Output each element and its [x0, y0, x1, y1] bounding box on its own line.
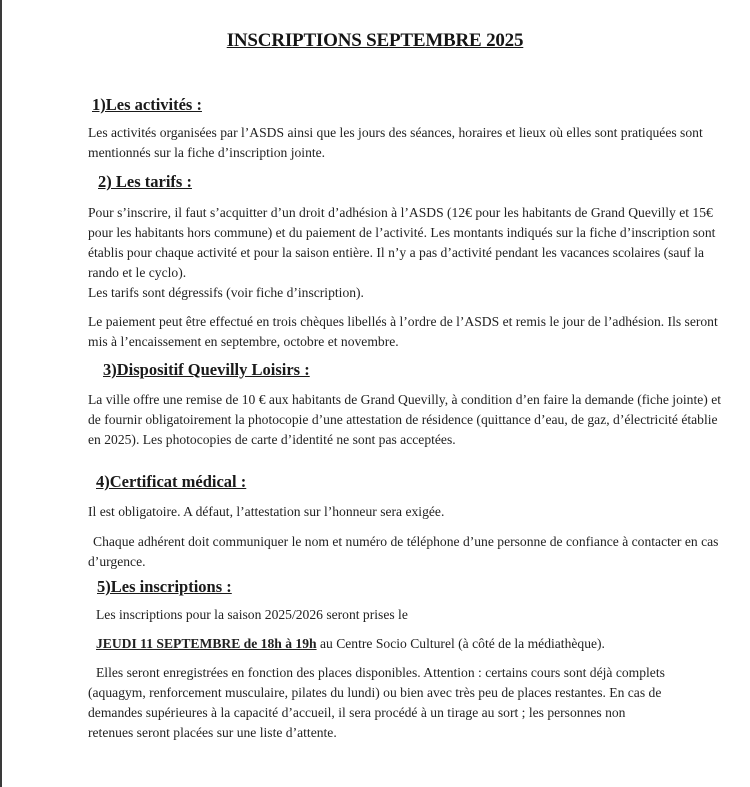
section-heading-quevilly-loisirs: 3)Dispositif Quevilly Loisirs :: [103, 360, 310, 379]
paragraph: Chaque adhérent doit communiquer le nom et numéro de téléphone d’une personne de confiance à contacter en cas d’urgence.: [88, 534, 719, 569]
paragraph: Pour s’inscrire, il faut s’acquitter d’un droit d’adhésion à l’ASDS (12€ pour les habitants de Grand Quevilly et 15€ pour les habitants hors commune) et du paiement de l’activité. Les montants indiqués sur la fiche d’inscription sont établis pour chaque activité et pour la saison entière. Il n’y a pas d’activité pendant les vacances scolaires (sauf la rando et le cyclo).: [88, 205, 716, 280]
paragraph: Il est obligatoire. A défaut, l’attestation sur l’honneur sera exigée.: [88, 504, 445, 519]
paragraph: Le paiement peut être effectué en trois chèques libellés à l’ordre de l’ASDS et remis le jour de l’adhésion. Ils seront mis à l’encaissement en septembre, octobre et novembre.: [88, 314, 718, 349]
page-title: INSCRIPTIONS SEPTEMBRE 2025: [226, 30, 524, 51]
paragraph: Les activités organisées par l’ASDS ainsi que les jours des séances, horaires et lieux où elles sont pratiquées sont mentionnés sur la fiche d’inscription jointe.: [88, 125, 703, 160]
registration-date: JEUDI 11 SEPTEMBRE de 18h à 19h: [96, 636, 317, 651]
section-heading-inscriptions: 5)Les inscriptions :: [97, 577, 232, 596]
section-heading-tarifs: 2) Les tarifs :: [98, 172, 192, 191]
registration-location: au Centre Socio Culturel (à côté de la médiathèque).: [316, 636, 605, 651]
paragraph: Les tarifs sont dégressifs (voir fiche d’inscription).: [88, 285, 364, 300]
section-heading-certificat-medical: 4)Certificat médical :: [96, 472, 247, 491]
paragraph: La ville offre une remise de 10 € aux habitants de Grand Quevilly, à condition d’en faire la demande (fiche jointe) et de fournir obligatoirement la photocopie d’une attestation de résidence (quittance d’eau, de gaz, d’électricité établie en 2025). Les photocopies de carte d’identité ne sont pas acceptées.: [88, 392, 722, 447]
paragraph: Les inscriptions pour la saison 2025/2026 seront prises le: [96, 607, 408, 622]
paragraph: Elles seront enregistrées en fonction des places disponibles. Attention : certains cours sont déjà complets (aquagym, renforcement musculaire, pilates du lundi) ou bien avec très peu de places restantes. En cas de demandes supérieures à la capacité d’accueil, il sera procédé à un tirage au sort ; les personnes non retenues seront placées sur une liste d’attente.: [88, 665, 665, 740]
registration-date-line: [96, 634, 716, 654]
section-heading-activites: 1)Les activités :: [92, 95, 202, 114]
